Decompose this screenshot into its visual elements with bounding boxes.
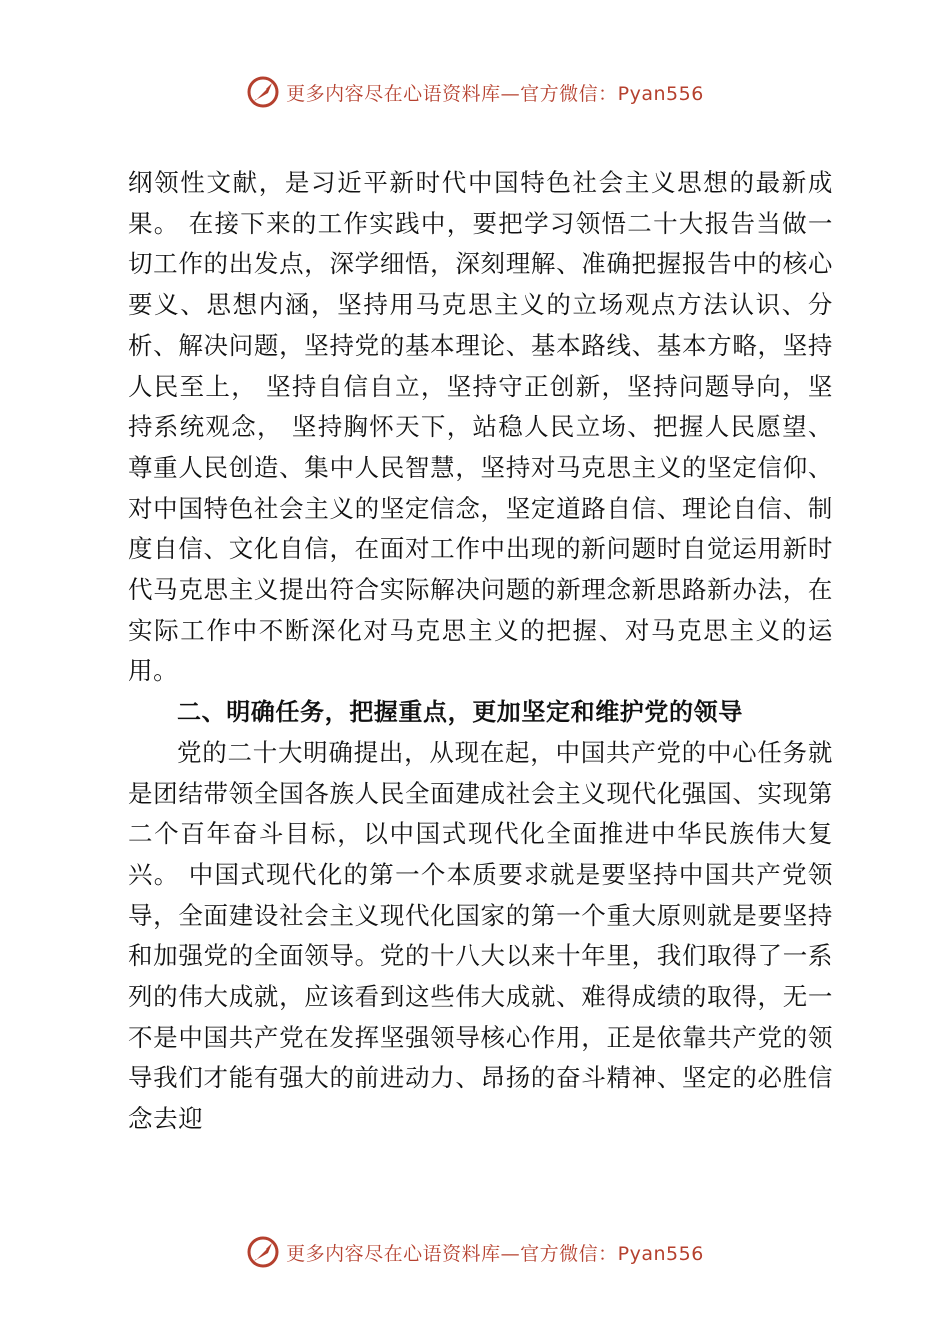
quill-logo-icon — [246, 1235, 280, 1269]
wechat-id: Pyan556 — [617, 1242, 704, 1265]
header-watermark — [0, 72, 950, 112]
body-paragraph: 党的二十大明确提出，从现在起，中国共产党的中心任务就是团结带领全国各族人民全面建成社会主义现代化强国、实现第二个百年奋斗目标，以中国式现代化全面推进中华民族伟大复兴。 中国式现代化的第一个本质要求就是要坚持中国共产党领导，全面建设社会主义现代化国家的第一个重大原则就是要坚持和加强党的全面领导。党的十八大以来十年里，我们取得了一系列的伟大成就，应该看到这些伟大成就、难得成绩的取得，无一不是中国共产党在发挥坚强领导核心作用，正是依靠共产党的领导我们才能有强大的前进动力、昂扬的奋斗精神、坚定的必胜信念去迎 — [128, 737, 833, 1134]
wechat-id: Pyan556 — [617, 82, 704, 105]
watermark-text: 更多内容尽在心语资料库—官方微信：Pyan556 — [286, 82, 704, 105]
watermark-text: 更多内容尽在心语资料库—官方微信：Pyan556 — [286, 1242, 704, 1265]
document-body — [128, 163, 833, 1140]
body-paragraph: 纲领性文献，是习近平新时代中国特色社会主义思想的最新成果。 在接下来的工作实践中，要把学习领悟二十大报告当做一切工作的出发点，深学细悟，深刻理解、准确把握报告中的核心要义、思想内涵，坚持用马克思主义的立场观点方法认识、分析、解决问题，坚持党的基本理论、基本路线、基本方略，坚持人民至上， 坚持自信自立，坚持守正创新，坚持问题导向，坚持系统观念， 坚持胸怀天下，站稳人民立场、把握人民愿望、尊重人民创造、集中人民智慧，坚持对马克思主义的坚定信仰、对中国特色社会主义的坚定信念，坚定道路自信、理论自信、制度自信、文化自信，在面对工作中出现的新问题时自觉运用新时代马克思主义提出符合实际解决问题的新理念新思路新办法，在实际工作中不断深化对马克思主义的把握、对马克思主义的运用。 — [128, 168, 833, 686]
quill-logo-icon — [246, 75, 280, 109]
footer-watermark — [0, 1232, 950, 1272]
section-heading: 二、明确任务，把握重点，更加坚定和维护党的领导 — [177, 698, 743, 727]
